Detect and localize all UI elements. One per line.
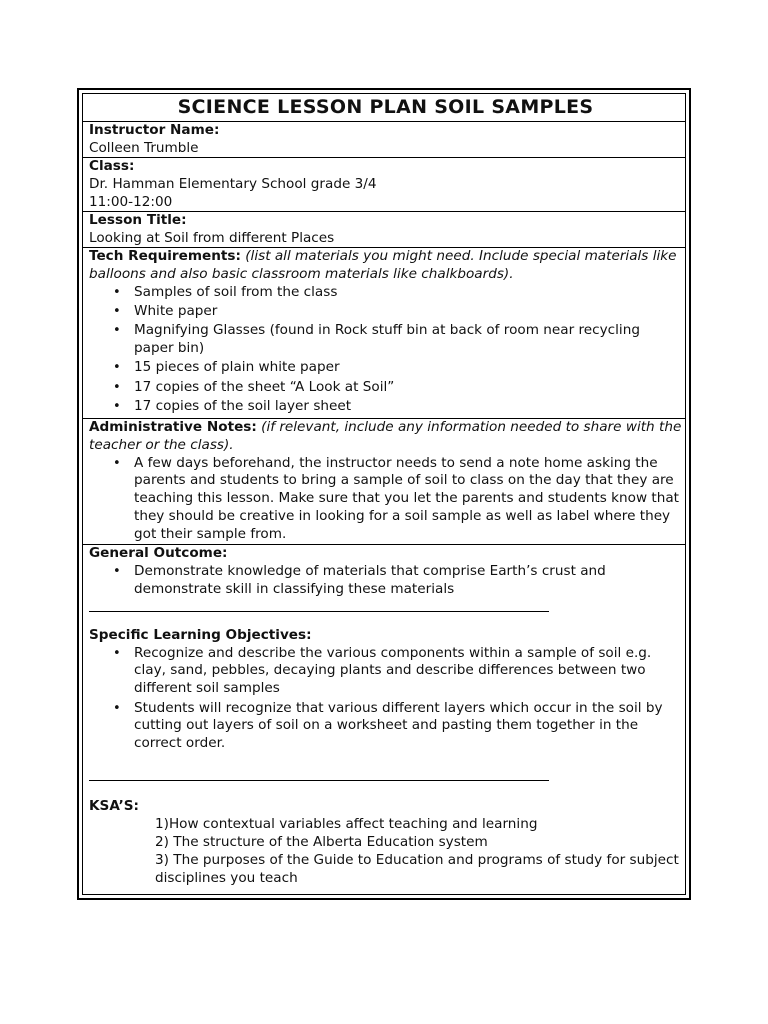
tech-item: • 15 pieces of plain white paper: [134, 359, 682, 377]
class-label: Class:: [89, 158, 135, 174]
admin-label: Administrative Notes:: [89, 419, 257, 435]
lesson-title-label: Lesson Title:: [89, 212, 187, 228]
tech-item: • Magnifying Glasses (found in Rock stuff bin at back of room near recycling paper bin): [134, 322, 682, 358]
tech-requirements-section: [83, 248, 685, 419]
lesson-plan-table: [77, 88, 691, 900]
class-school: Dr. Hamman Elementary School grade 3/4: [89, 175, 377, 192]
admin-item: • A few days beforehand, the instructor needs to send a note home asking the parents and students to bring a sample of soil to class on the day that they are teaching this lesson. Make sure that you let the parents and students know that they should be creative in looking for a soil sample as well as label where they got their sample from.: [134, 455, 682, 544]
admin-list: [89, 455, 682, 544]
tech-list: [89, 284, 682, 416]
tech-item: • 17 copies of the soil layer sheet: [134, 398, 682, 416]
outcome-label: General Outcome:: [89, 545, 228, 561]
objectives-list: [89, 645, 682, 753]
instructor-label: Instructor Name:: [89, 122, 220, 138]
objective-item: • Recognize and describe the various components within a sample of soil e.g. clay, sand, pebbles, decaying plants and describe differences between two different soil samples: [134, 645, 682, 698]
lesson-title-value: Looking at Soil from different Places: [89, 229, 335, 246]
admin-hint: (if relevant, include any information needed to share with the teacher or the class).: [89, 419, 682, 453]
tech-label: Tech Requirements:: [89, 248, 241, 264]
document-title: SCIENCE LESSON PLAN SOIL SAMPLES: [83, 94, 685, 122]
tech-hint: (list all materials you might need. Include special materials like balloons and also basic classroom materials like chalkboards).: [89, 248, 677, 282]
ksa-item: 2) The structure of the Alberta Education system: [155, 834, 488, 851]
instructor-value: Colleen Trumble: [89, 139, 199, 156]
outcome-list: [89, 563, 682, 599]
lesson-title-section: [83, 212, 685, 248]
lesson-plan-inner: [82, 93, 686, 895]
admin-heading: [89, 419, 682, 455]
ksa-item: 3) The purposes of the Guide to Education and programs of study for subject disciplines you teach: [155, 851, 679, 886]
tech-item: • Samples of soil from the class: [134, 284, 682, 302]
tech-heading: [89, 248, 682, 284]
ksa-label: KSA’S:: [89, 798, 139, 815]
tech-item: • White paper: [134, 303, 682, 321]
instructor-section: [83, 122, 685, 158]
class-section: [83, 158, 685, 212]
tech-item: • 17 copies of the sheet “A Look at Soil”: [134, 379, 682, 397]
objectives-label: Specific Learning Objectives:: [89, 626, 312, 643]
ksa-item: 1)How contextual variables affect teaching and learning: [155, 816, 538, 833]
outcomes-section: [83, 545, 685, 887]
administrative-notes-section: [83, 419, 685, 545]
class-time: 11:00-12:00: [89, 193, 173, 210]
outcome-item: • Demonstrate knowledge of materials that comprise Earth’s crust and demonstrate skill in classifying these materials: [134, 563, 682, 599]
objective-item: • Students will recognize that various different layers which occur in the soil by cutting out layers of soil on a worksheet and pasting them together in the correct order.: [134, 700, 682, 753]
